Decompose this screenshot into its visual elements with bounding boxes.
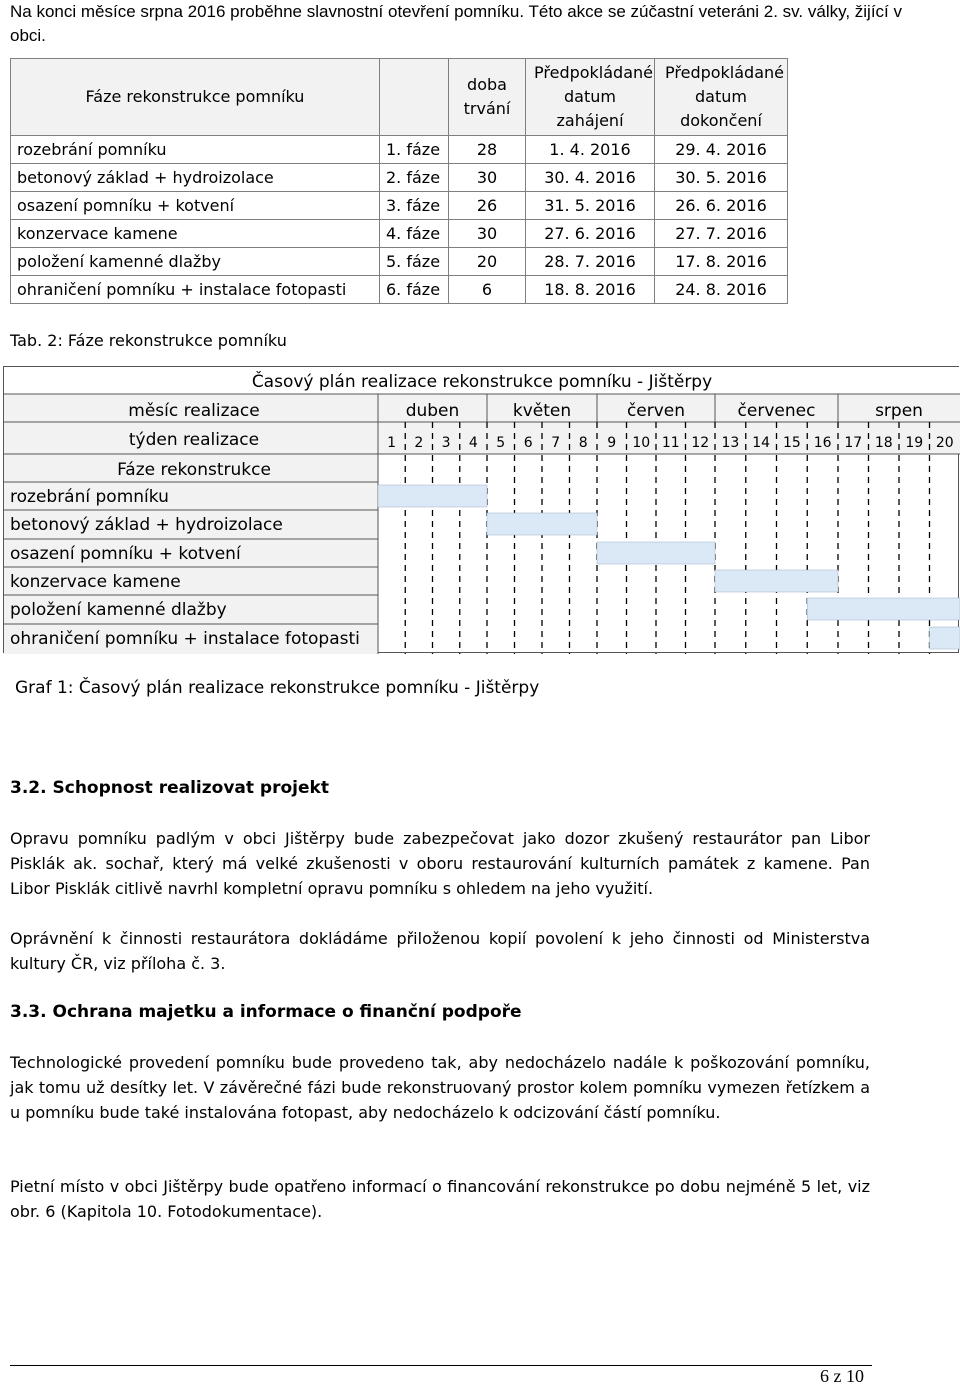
section-3-2-paragraph-1: Opravu pomníku padlým v obci Jištěrpy bude zabezpečovat jako dozor zkušený restaurátor pan Libor Pisklák ak. sochař, který má velké zkušenosti v oboru restaurování kulturních památek z kamene. Pan Libor Pisklák citlivě navrhl kompletní opravu pomníku s ohledem na jeho využití. bbox=[10, 826, 870, 901]
cell-start-date: 27. 6. 2016 bbox=[526, 220, 655, 248]
gantt-week-number: 16 bbox=[814, 435, 832, 451]
gantt-task-label: ohraničení pomníku + instalace fotopasti bbox=[10, 629, 360, 649]
gantt-week-number: 9 bbox=[607, 435, 616, 451]
cell-phase-number: 6. fáze bbox=[380, 276, 449, 304]
cell-start-date: 31. 5. 2016 bbox=[526, 192, 655, 220]
gantt-week-label: týden realizace bbox=[129, 430, 259, 450]
cell-phase-number: 5. fáze bbox=[380, 248, 449, 276]
cell-end-date: 17. 8. 2016 bbox=[655, 248, 788, 276]
cell-start-date: 30. 4. 2016 bbox=[526, 164, 655, 192]
gantt-task-label: rozebrání pomníku bbox=[10, 487, 169, 507]
cell-phase-number: 2. fáze bbox=[380, 164, 449, 192]
gantt-week-number: 19 bbox=[905, 435, 923, 451]
section-3-3-paragraph-1: Technologické provedení pomníku bude provedeno tak, aby nedocházelo nadále k poškozování pomníku, jak tomu už desítky let. V závěrečné fázi bude rekonstruovaný prostor kolem pomníku vymezen řetízkem a u pomníku bude také instalována fotopast, aby nedocházelo k odcizování částí pomníku. bbox=[10, 1050, 870, 1125]
cell-duration: 30 bbox=[449, 164, 526, 192]
gantt-week-number: 12 bbox=[691, 435, 709, 451]
phase-table-header bbox=[11, 59, 788, 136]
gantt-phase-label: Fáze rekonstrukce bbox=[117, 460, 271, 480]
cell-phase-name: položení kamenné dlažby bbox=[11, 248, 380, 276]
gantt-week-number: 4 bbox=[469, 435, 478, 451]
gantt-week-number: 13 bbox=[721, 435, 739, 451]
header-duration bbox=[449, 59, 526, 136]
cell-phase-name: osazení pomníku + kotvení bbox=[11, 192, 380, 220]
cell-phase-name: konzervace kamene bbox=[11, 220, 380, 248]
header-start bbox=[526, 59, 655, 136]
cell-end-date: 26. 6. 2016 bbox=[655, 192, 788, 220]
section-3-3-heading: 3.3. Ochrana majetku a informace o finanční podpoře bbox=[10, 1002, 522, 1022]
gantt-month-name: duben bbox=[406, 401, 460, 421]
gantt-month-name: květen bbox=[513, 401, 571, 421]
gantt-chart bbox=[3, 366, 959, 653]
cell-end-date: 30. 5. 2016 bbox=[655, 164, 788, 192]
gantt-week-number: 17 bbox=[844, 435, 862, 451]
gantt-week-number: 20 bbox=[936, 435, 954, 451]
header-start-text: Předpokládané datum zahájení bbox=[534, 61, 646, 133]
gantt-task-bar bbox=[930, 627, 960, 649]
cell-end-date: 27. 7. 2016 bbox=[655, 220, 788, 248]
gantt-task-label: konzervace kamene bbox=[10, 572, 181, 592]
table-row bbox=[11, 136, 788, 164]
table-caption: Tab. 2: Fáze rekonstrukce pomníku bbox=[10, 331, 287, 350]
gantt-week-number: 3 bbox=[442, 435, 451, 451]
cell-duration: 6 bbox=[449, 276, 526, 304]
gantt-task-bar bbox=[807, 598, 960, 620]
cell-end-date: 29. 4. 2016 bbox=[655, 136, 788, 164]
header-phase-number bbox=[380, 59, 449, 136]
gantt-week-number: 5 bbox=[496, 435, 505, 451]
gantt-caption: Graf 1: Časový plán realizace rekonstrukce pomníku - Jištěrpy bbox=[15, 678, 539, 698]
cell-start-date: 28. 7. 2016 bbox=[526, 248, 655, 276]
gantt-week-number: 1 bbox=[387, 435, 396, 451]
header-duration-text: doba trvání bbox=[458, 73, 516, 121]
gantt-task-label: položení kamenné dlažby bbox=[10, 600, 227, 620]
gantt-week-number: 8 bbox=[579, 435, 588, 451]
gantt-task-label: betonový základ + hydroizolace bbox=[10, 515, 283, 535]
gantt-month-name: červenec bbox=[738, 401, 816, 421]
cell-duration: 30 bbox=[449, 220, 526, 248]
gantt-month-label: měsíc realizace bbox=[128, 401, 259, 421]
cell-phase-number: 4. fáze bbox=[380, 220, 449, 248]
cell-phase-name: rozebrání pomníku bbox=[11, 136, 380, 164]
cell-phase-number: 1. fáze bbox=[380, 136, 449, 164]
gantt-week-number: 14 bbox=[752, 435, 770, 451]
table-row bbox=[11, 164, 788, 192]
footer-divider bbox=[10, 1365, 872, 1366]
table-row bbox=[11, 220, 788, 248]
gantt-week-number: 15 bbox=[783, 435, 801, 451]
page-number: 6 z 10 bbox=[820, 1366, 864, 1387]
phase-table bbox=[10, 58, 788, 304]
gantt-task-label: osazení pomníku + kotvení bbox=[10, 544, 242, 564]
header-end bbox=[655, 59, 788, 136]
table-row bbox=[11, 192, 788, 220]
intro-paragraph: Na konci měsíce srpna 2016 proběhne slavnostní otevření pomníku. Této akce se zúčastní veteráni 2. sv. války, žijící v obci. bbox=[10, 0, 910, 48]
gantt-task-bar bbox=[597, 542, 715, 564]
cell-phase-number: 3. fáze bbox=[380, 192, 449, 220]
gantt-title: Časový plán realizace rekonstrukce pomníku - Jištěrpy bbox=[252, 370, 712, 392]
cell-duration: 26 bbox=[449, 192, 526, 220]
section-3-2-paragraph-2: Oprávnění k činnosti restaurátora dokládáme přiloženou kopií povolení k jeho činnosti od Ministerstva kultury ČR, viz příloha č. 3. bbox=[10, 926, 870, 976]
gantt-week-number: 2 bbox=[414, 435, 423, 451]
gantt-week-number: 7 bbox=[551, 435, 560, 451]
cell-duration: 20 bbox=[449, 248, 526, 276]
header-phase-name: Fáze rekonstrukce pomníku bbox=[11, 59, 380, 136]
gantt-month-name: srpen bbox=[875, 401, 923, 421]
section-3-2-heading: 3.2. Schopnost realizovat projekt bbox=[10, 778, 329, 798]
gantt-task-bar bbox=[715, 570, 838, 592]
cell-start-date: 1. 4. 2016 bbox=[526, 136, 655, 164]
cell-phase-name: betonový základ + hydroizolace bbox=[11, 164, 380, 192]
header-end-text: Předpokládané datum dokončení bbox=[665, 61, 777, 133]
gantt-task-bar bbox=[487, 513, 597, 535]
cell-start-date: 18. 8. 2016 bbox=[526, 276, 655, 304]
table-row bbox=[11, 248, 788, 276]
cell-duration: 28 bbox=[449, 136, 526, 164]
gantt-svg bbox=[4, 367, 960, 654]
section-3-3-paragraph-2: Pietní místo v obci Jištěrpy bude opatřeno informací o financování rekonstrukce po dobu nejméně 5 let, viz obr. 6 (Kapitola 10. Fotodokumentace). bbox=[10, 1174, 870, 1224]
cell-end-date: 24. 8. 2016 bbox=[655, 276, 788, 304]
cell-phase-name: ohraničení pomníku + instalace fotopasti bbox=[11, 276, 380, 304]
table-row bbox=[11, 276, 788, 304]
gantt-week-number: 10 bbox=[632, 435, 650, 451]
gantt-task-bar bbox=[378, 485, 487, 507]
gantt-week-number: 6 bbox=[524, 435, 533, 451]
gantt-week-number: 18 bbox=[875, 435, 893, 451]
gantt-month-name: červen bbox=[627, 401, 685, 421]
gantt-week-number: 11 bbox=[662, 435, 680, 451]
